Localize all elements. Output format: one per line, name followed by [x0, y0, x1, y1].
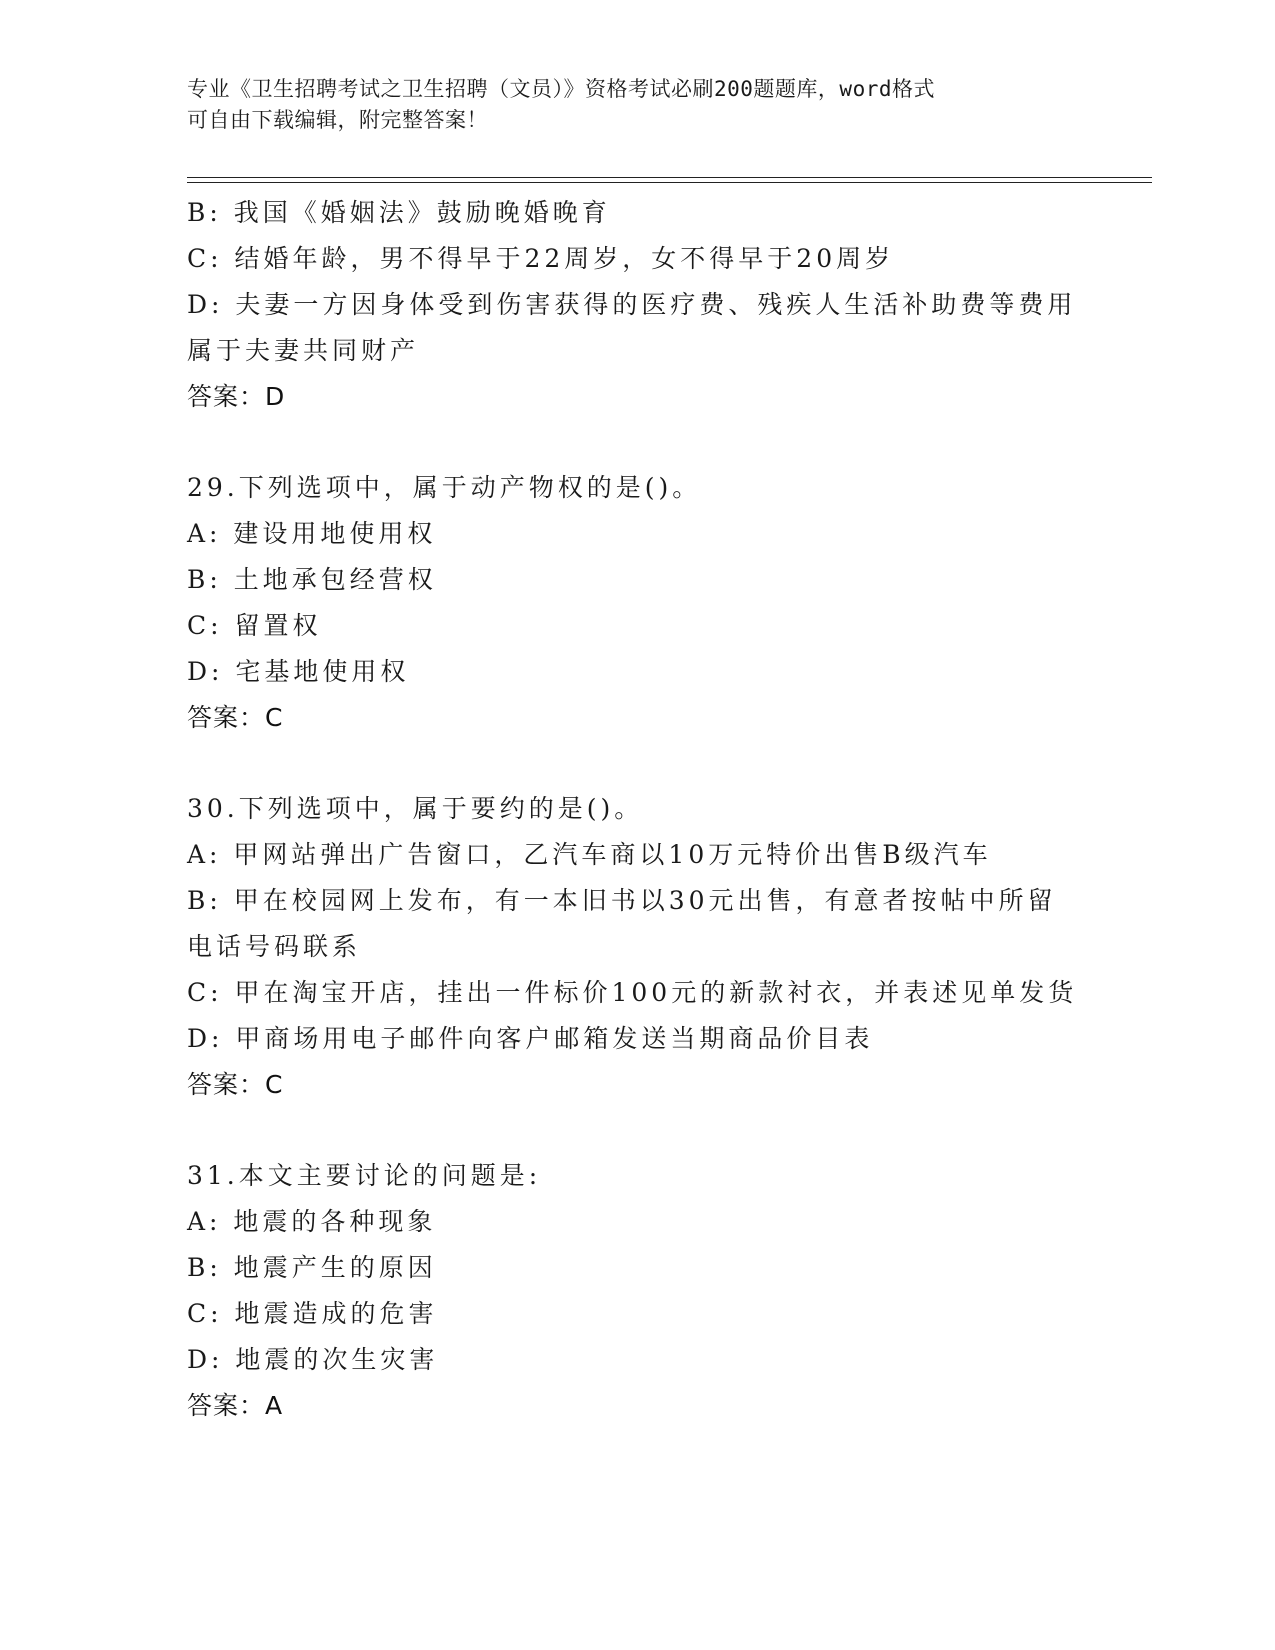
question-30	[187, 786, 1087, 1108]
option-b: B: 地震产生的原因	[187, 1253, 437, 1282]
option-d: D: 地震的次生灾害	[187, 1345, 439, 1374]
question-stem: 30.下列选项中，属于要约的是()。	[187, 794, 644, 823]
document-body	[187, 190, 1087, 1429]
option-d: D: 甲商场用电子邮件向客户邮箱发送当期商品价目表	[187, 1024, 874, 1053]
question-29	[187, 465, 1087, 741]
header-line-2: 可自由下载编辑，附完整答案！	[187, 108, 488, 132]
header-rule-top	[187, 177, 1152, 178]
header-rule-bottom	[187, 182, 1152, 183]
option-d-continued: 属于夫妻共同财产	[187, 336, 420, 365]
option-b: B: 甲在校园网上发布，有一本旧书以30元出售，有意者按帖中所留	[187, 886, 1057, 915]
document-header	[187, 74, 1087, 136]
option-c: C: 结婚年龄，男不得早于22周岁，女不得早于20周岁	[187, 244, 895, 273]
answer: 答案：D	[187, 382, 286, 411]
answer: 答案：C	[187, 703, 284, 732]
question-28	[187, 190, 1087, 420]
option-c: C: 甲在淘宝开店，挂出一件标价100元的新款衬衣，并表述见单发货	[187, 978, 1078, 1007]
question-stem: 29.下列选项中，属于动产物权的是()。	[187, 473, 702, 502]
option-a: A: 地震的各种现象	[187, 1207, 437, 1236]
answer: 答案：C	[187, 1070, 284, 1099]
question-31	[187, 1153, 1087, 1429]
option-b-continued: 电话号码联系	[187, 932, 362, 961]
question-stem: 31.本文主要讨论的问题是:	[187, 1161, 542, 1190]
option-c: C: 留置权	[187, 611, 322, 640]
option-a: A: 甲网站弹出广告窗口，乙汽车商以10万元特价出售B级汽车	[187, 840, 992, 869]
option-d: D: 夫妻一方因身体受到伤害获得的医疗费、残疾人生活补助费等费用	[187, 290, 1077, 319]
option-a: A: 建设用地使用权	[187, 519, 437, 548]
option-c: C: 地震造成的危害	[187, 1299, 438, 1328]
option-b: B: 土地承包经营权	[187, 565, 437, 594]
header-line-1: 专业《卫生招聘考试之卫生招聘（文员）》资格考试必刷200题题库，word格式	[187, 77, 935, 101]
option-b: B: 我国《婚姻法》鼓励晚婚晚育	[187, 198, 611, 227]
option-d: D: 宅基地使用权	[187, 657, 410, 686]
answer: 答案：A	[187, 1391, 284, 1420]
